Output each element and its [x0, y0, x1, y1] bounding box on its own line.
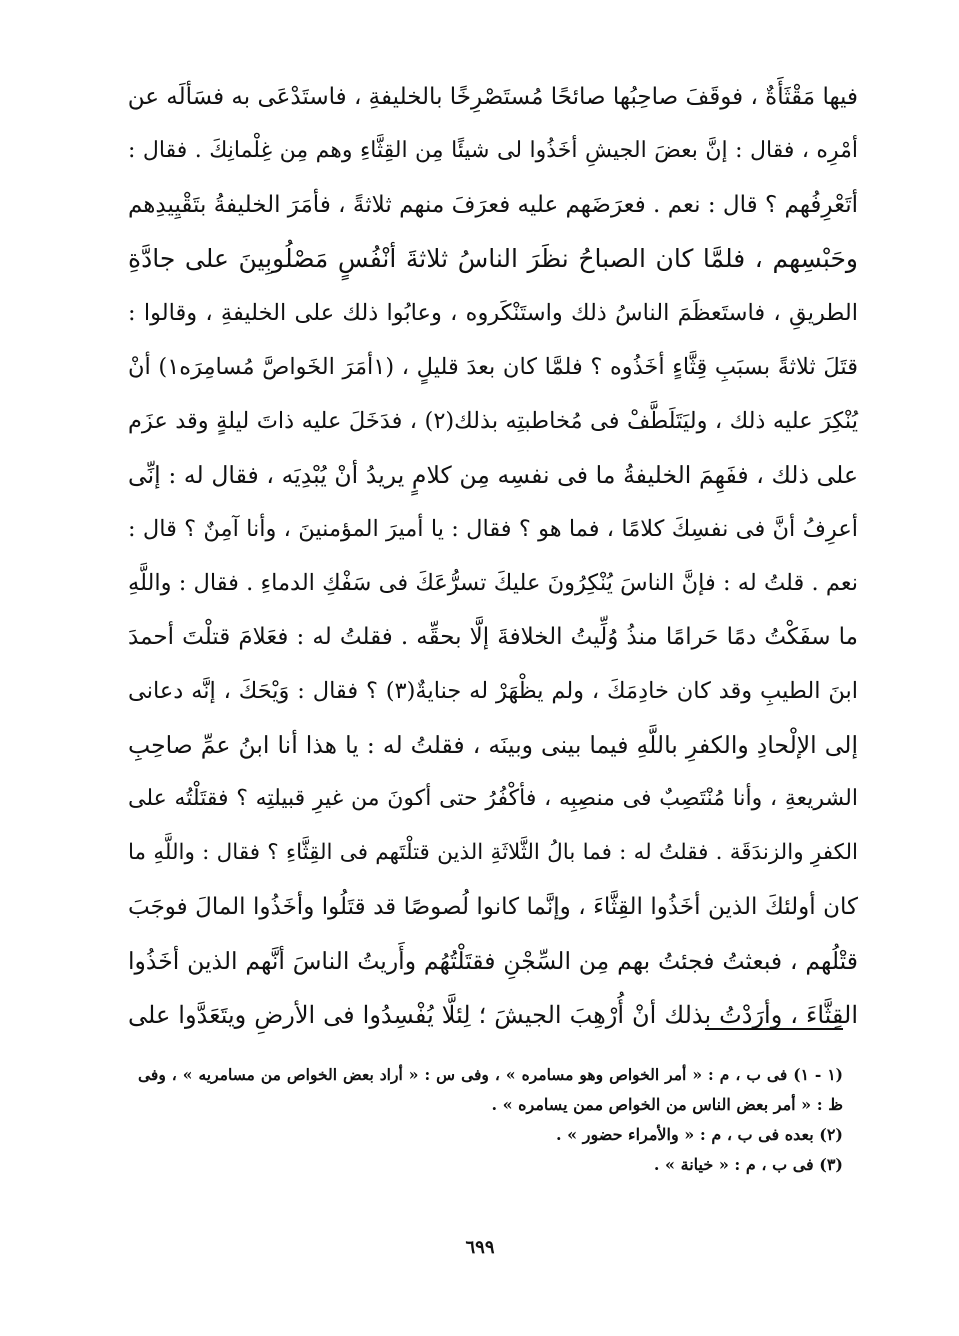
text-line: أتَعْرِفُهم ؟ قال : نعم . فعرَضَهم عليه فعرَفَ منهم ثلاثةً ، فأمَرَ الخليفةُ بتَقْيِيدِهم [128, 192, 858, 218]
footnote-line: (٢) بعده فى ب ، م : « والأمراء حضور » . [556, 1125, 843, 1144]
text-line: على ذلك ، ففَهِمَ الخليفةُ ما فى نفسِه مِن كلامٍ يريدُ أنْ يُبْدِيَه ، فقال له : إنِّى [128, 461, 858, 489]
footnotes [138, 1060, 843, 1180]
footnote-line: (١ - ١) فى ب ، م : « أمر الخواص وهو مسامره » ، وفى س : « أراد بعض الخواص من مسامريه » ، وفى [138, 1065, 844, 1084]
text-line: أمْرِه ، فقال : إنَّ بعضَ الجيشِ أخَذُوا لى شيئًا مِن القِثَّاءِ وهم مِن غِلْمانِكَ . فقال : [128, 138, 858, 163]
text-line: الطريقِ ، فاستَعظَمَ الناسُ ذلك واستَنْكَروه ، وعابُوا ذلك على الخليفةِ ، وقالوا : [128, 300, 858, 326]
text-line: القِثَّاءَ ، وأرَدْتُ بذلك أنْ أُرْهِبَ الجيشَ ؛ لِئلَّا يُفْسِدُوا فى الأرضِ ويتَعَدَّوا على [128, 1001, 858, 1029]
text-line: وحَبْسِهم ، فلمَّا كان الصباحُ نظَرَ الناسُ ثلاثةَ أنْفُسٍ مَصْلُوبِينَ على جادَّةِ [128, 244, 858, 273]
page-number: ٦٩٩ [465, 1237, 495, 1258]
text-line: أعرِفُ أنَّ فى نفسِكَ كلامًا ، فما هو ؟ فقال : يا أميرَ المؤمنينَ ، وأنا آمِنٌ ؟ قال : [128, 516, 858, 542]
main-text [128, 70, 858, 1042]
footnote-line: (٣) فى ب ، م : « خيانة » . [653, 1155, 843, 1174]
text-line: الكفرِ والزندَقَة . فقلتُ له : فما بالُ الثَّلاثَةِ الذين قتلْتَهم فى القِثَّاءِ ؟ فقال : واللَّهِ ما [128, 840, 858, 865]
text-line: نعم . قلتُ له : فإنَّ الناسَ يُنْكِرُونَ عليكَ تسرُّعَكَ فى سَفْكِ الدماءِ . فقال : واللَّهِ [128, 570, 858, 596]
text-line: يُنْكِرَ عليه ذلك ، وليَتَلَطَّفْ فى مُخاطبتِه بذلك(٢) ، فدَخَلَ عليه ذاتَ ليلةٍ وقد عزَم [128, 408, 858, 434]
text-line: قتَلَ ثلاثةً بسبَبِ قِثَّاءٍ أخَذُوه ؟ فلمَّا كان بعدَ قليلٍ ، (١أمَرَ الخَواصَّ مُسامِرَه١) أنْ [128, 354, 858, 380]
text-line: ما سفَكْتُ دمًا حَرامًا منذُ وُلِّيتُ الخلافةَ إلَّا بحقِّه . فقلتُ له : فعَلامَ قتلْتَ أحمدَ [128, 624, 858, 650]
text-line: فيها مَقْثَأَةٌ ، فوقَفَ صاحِبُها صائحًا مُستَصْرِخًا بالخليفةِ ، فاستَدْعَى به فسَألَه عن [127, 84, 858, 110]
text-line: قتْلُهم ، فبعثتُ فجئتُ بهم مِن السِّجْنِ فقتَلْتُهُم وأَريتُ الناسَ أنَّهم الذين أخَذُوا [128, 947, 858, 975]
text-line: كان أولئكَ الذين أخَذُوا القِثَّاءَ ، وإنَّما كانوا لُصوصًا قد قتَلُوا وأخَذُوا المالَ فوجَبَ [128, 894, 858, 920]
text-line: ابنَ الطيبِ وقد كان خادِمَكَ ، ولم يظْهَرْ له جنايةٌ(٣) ؟ فقال : وَيْحَكَ ، إنَّه دعانى [128, 678, 858, 704]
text-line: إلى الإلْحادِ والكفرِ باللَّهِ فيما بينى وبينَه ، فقلتُ له : يا هذا أنا ابنُ عمِّ صاحِبِ [128, 731, 858, 759]
text-line: الشريعةِ ، وأنا مُنْتَصِبٌ فى منصِبِه ، فأكْفُرُ حتى أكونَ من غيرِ قبيلتِه ؟ فقتَلْتُه على [128, 786, 858, 811]
footnote-line: ظ : « أمر بعض الناس من الخواص ممن يسامره » . [491, 1095, 843, 1114]
footnote-separator [705, 1028, 843, 1030]
